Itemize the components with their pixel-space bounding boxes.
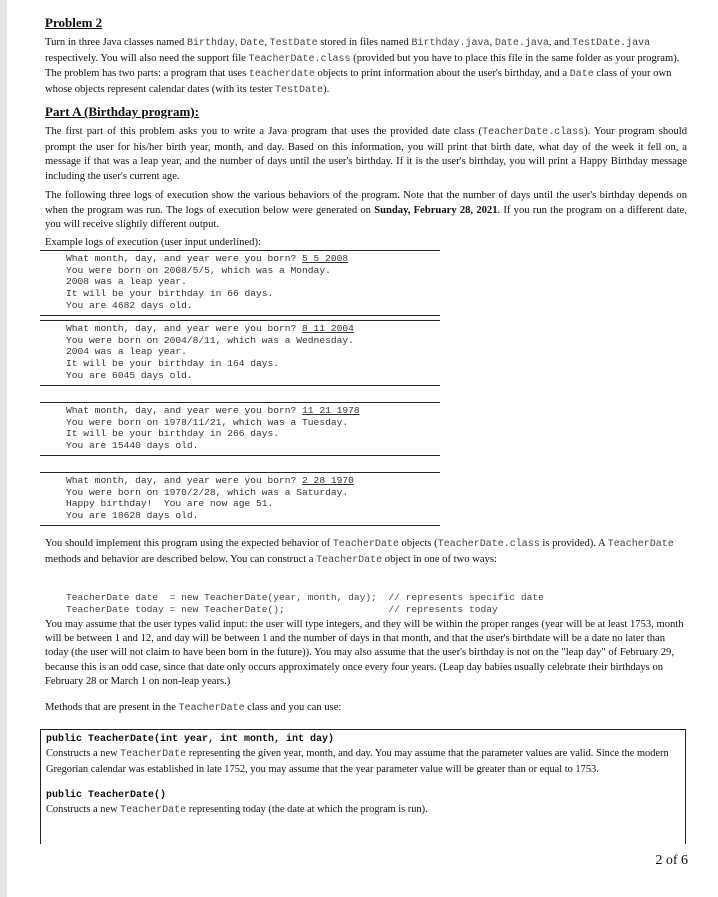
- user-input: 11 21 1978: [302, 405, 360, 416]
- text: class of your own whose objects represent calendar dates (with its tester: [45, 68, 672, 95]
- user-input: 5 5 2008: [302, 253, 349, 264]
- inline-code: TestDate.java: [572, 38, 651, 49]
- methods-intro: [45, 701, 687, 717]
- log-output-line: You are 4682 days old.: [66, 299, 193, 311]
- inline-code: Date: [240, 38, 265, 49]
- log-box: [40, 472, 440, 526]
- method-signature: public TeacherDate(int year, int month, int day): [46, 734, 335, 745]
- inline-code: Date.java: [494, 38, 549, 49]
- text: . If you run the program on a different date, you will receive slightly different output.: [45, 204, 688, 231]
- text: , and: [548, 37, 573, 48]
- log-output-line: It will be your birthday in 164 days.: [66, 358, 280, 370]
- intro-paragraph: [45, 36, 687, 98]
- log-prompt-line: [66, 253, 440, 265]
- text: representing the given year, month, and day. You may assume that the parameter values are valid. Since the modern Gregorian calendar was established in late 1752, you may assume that the year parameter value will be greater than or equal to 1753.: [46, 748, 669, 775]
- log-output-line: 2004 was a leap year.: [66, 346, 187, 358]
- text: You should implement this program using the expected behavior of: [45, 538, 333, 549]
- log-prompt: What month, day, and year were you born?: [66, 253, 303, 264]
- inline-code: TeacherDate.class: [437, 539, 540, 550]
- text: ,: [489, 37, 495, 48]
- log-box: [40, 250, 440, 316]
- text: Constructs a new: [46, 748, 121, 760]
- text: You may assume that the user types valid input: the user will type integers, and they will be within the proper ranges (year will be at least 1753, month will be between 1 and 12, and day will be between 1 and the number of days in that month, and that the user's birthdate will be a date no later than today (the user will not claim to have been born in the future)). You may also assume that the user's birthday is not on the "leap day" of February 29, because this is an odd case, since that date only occurs approximately once every four years. (Leap day babies usually celebrate their birthdays on February 28 or March 1 on non-leap years.): [45, 619, 684, 687]
- text: The following three logs of execution show the various behaviors of the program. Note that the number of days until the user's birthday depends on when the program was run. The logs of execution below were generated on: [45, 190, 687, 216]
- text: objects to print information about the user's birthday, and a: [314, 68, 570, 80]
- inline-code: TeacherDate.class: [248, 53, 351, 65]
- inline-code: TeacherDate: [120, 805, 187, 817]
- log-output-line: It will be your birthday in 66 days.: [66, 288, 274, 300]
- method-description: [46, 747, 680, 777]
- inline-code: TestDate: [269, 38, 318, 49]
- inline-code: TeacherDate: [607, 539, 674, 550]
- text: is provided). A: [539, 538, 608, 549]
- inline-code: TeacherDate.class: [482, 127, 585, 138]
- text: ,: [264, 37, 270, 48]
- text: representing today (the date at which the program is run).: [186, 804, 428, 816]
- code-line: TeacherDate date = new TeacherDate(year, month, day); // represents specific date: [66, 592, 544, 603]
- methods-box: [40, 729, 686, 844]
- page-number: 2 of 6: [655, 853, 688, 868]
- log-output-line: You were born on 1970/2/28, which was a Saturday.: [66, 486, 349, 498]
- inline-code: Date: [569, 69, 594, 81]
- log-output-line: 2008 was a leap year.: [66, 276, 187, 288]
- logs-label: Example logs of execution (user input underlined):: [45, 237, 261, 248]
- inline-code: TestDate: [275, 84, 324, 96]
- code-line: TeacherDate today = new TeacherDate(); // represents today: [66, 604, 498, 615]
- text: (provided but you have to place this file in the same folder as your program). The problem has two parts: a program that uses: [45, 52, 680, 80]
- inline-code: TeacherDate: [316, 554, 383, 566]
- log-output-line: You are 18628 days old.: [66, 510, 199, 522]
- text: objects (: [398, 538, 438, 549]
- log-output-line: You were born on 1978/11/21, which was a Tuesday.: [66, 416, 349, 428]
- text: Constructs a new: [46, 804, 121, 816]
- text: The first part of this problem asks you to write a Java program that uses the provided date class (: [45, 126, 483, 137]
- log-prompt-line: [66, 405, 440, 417]
- log-output-line: You were born on 2008/5/5, which was a Monday.: [66, 264, 331, 276]
- log-box: [40, 402, 440, 456]
- constructor-code: [66, 580, 544, 616]
- log-prompt: What month, day, and year were you born?: [66, 405, 303, 416]
- text: Turn in three Java classes named: [45, 37, 188, 48]
- part-a-paragraph: [45, 125, 687, 184]
- inline-code: Birthday.java: [411, 38, 490, 49]
- inline-code: teacherdate: [248, 69, 315, 81]
- log-prompt: What month, day, and year were you born?: [66, 475, 303, 486]
- inline-code: TeacherDate: [332, 539, 399, 550]
- user-input: 8 11 2004: [302, 323, 354, 334]
- text: object in one of two ways:: [382, 553, 497, 565]
- user-input: 2 28 1970: [302, 475, 354, 486]
- log-output-line: You are 15440 days old.: [66, 440, 199, 452]
- implementation-paragraph: [45, 537, 687, 568]
- log-prompt-line: [66, 323, 440, 335]
- text: ).: [323, 83, 330, 95]
- method-signature: public TeacherDate(): [46, 789, 167, 801]
- text: methods and behavior are described below. You can construct a: [45, 553, 317, 565]
- viewer-margin: [0, 0, 7, 897]
- logs-note-paragraph: [45, 189, 687, 233]
- inline-code: TeacherDate: [120, 749, 187, 761]
- log-box: [40, 320, 440, 386]
- log-prompt: What month, day, and year were you born?: [66, 323, 303, 334]
- bold-text: Sunday, February 28, 2021: [374, 204, 498, 216]
- log-output-line: You were born on 2004/8/11, which was a Wednesday.: [66, 334, 354, 346]
- log-output-line: Happy birthday! You are now age 51.: [66, 498, 274, 510]
- log-prompt-line: [66, 475, 440, 487]
- text: respectively. You will also need the support file: [45, 52, 249, 64]
- log-output-line: It will be your birthday in 266 days.: [66, 428, 280, 440]
- log-output-line: You are 6045 days old.: [66, 369, 193, 381]
- text: ). Your program should prompt the user for his/her birth year, month, and day. Based on this information, you will print that birth date, what day of the week it fell on, a message if that was a leap year, and the number of days until the user's birthday. If it is the user's birthday, you will print a Happy Birthday message including the user's current age.: [45, 126, 687, 182]
- problem-title: Problem 2: [45, 15, 103, 30]
- part-a-heading: Part A (Birthday program):: [45, 104, 199, 119]
- method-description: [46, 803, 680, 818]
- assumptions-paragraph: [45, 618, 687, 689]
- inline-code: Birthday: [187, 38, 236, 49]
- text: ,: [235, 37, 241, 48]
- text: Methods that are present in the: [45, 702, 179, 713]
- text: stored in files named: [317, 37, 412, 48]
- text: class and you can use:: [244, 702, 342, 713]
- inline-code: TeacherDate: [178, 703, 245, 714]
